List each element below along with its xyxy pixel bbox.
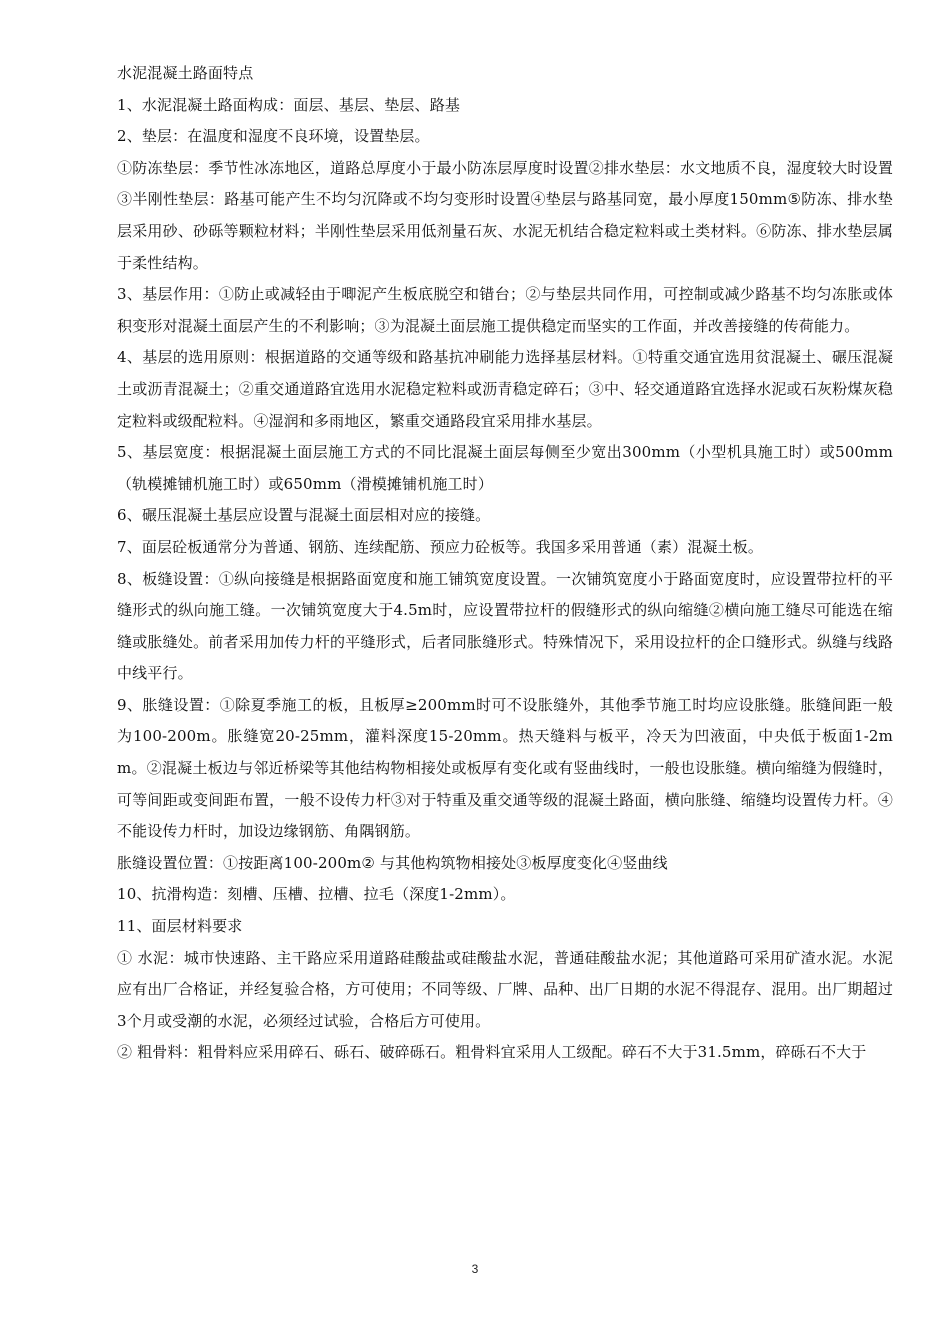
page-number: 3 — [471, 1262, 479, 1276]
document-title: 水泥混凝土路面特点 — [117, 64, 254, 82]
paragraph-surface-materials-heading: 11、面层材料要求 — [117, 917, 243, 936]
paragraph-skid-resistance: 10、抗滑构造：刻槽、压槽、拉槽、拉毛（深度1-2mm）。 — [117, 885, 516, 904]
paragraph-cement: ① 水泥：城市快速路、主干路应采用道路硅酸盐或硅酸盐水泥，普通硅酸盐水泥；其他道路可采用矿渣水泥。水泥应有出厂合格证，并经复验合格，方可使用；不同等级、厂牌、品种、出厂日期的水泥不得混存、混用。出厂期超过3个月或受潮的水泥，必须经过试验，合格后方可使用。 — [117, 948, 893, 1030]
paragraph-coarse-aggregate: ② 粗骨料：粗骨料应采用碎石、砾石、破碎砾石。粗骨料宜采用人工级配。碎石不大于31.5mm，碎砾石不大于 — [117, 1043, 867, 1062]
paragraph-roller-compacted-base: 6、碾压混凝土基层应设置与混凝土面层相对应的接缝。 — [117, 506, 491, 525]
paragraph-expansion-joints: 9、胀缝设置：①除夏季施工的板，且板厚≥200mm时可不设胀缝外，其他季节施工时均应设胀缝。胀缝间距一般为100-200m。胀缝宽20-25mm，灌料深度15-20mm。热天缝料与板平，冷天为凹液面，中央低于板面1-2mm。②混凝土板边与邻近桥梁等其他结构物相接处或板厚有变化或有竖曲线时，一般也设胀缝。横向缩缝为假缝时，可等间距或变间距布置，一般不设传力杆③对于特重及重交通等级的混凝土路面，横向胀缝、缩缝均设置传力杆。④不能设传力杆时，加设边缘钢筋、角隅钢筋。 — [117, 695, 893, 841]
paragraph-cushion-types: ①防冻垫层：季节性冰冻地区，道路总厚度小于最小防冻层厚度时设置②排水垫层：水文地质不良，湿度较大时设置③半刚性垫层：路基可能产生不均匀沉降或不均匀变形时设置④垫层与路基同宽，最小厚度150mm⑤防冻、排水垫层采用砂、砂砾等颗粒材料；半刚性垫层采用低剂量石灰、水泥无机结合稳定粒料或土类材料。⑥防冻、排水垫层属于柔性结构。 — [117, 158, 893, 272]
document-body — [117, 58, 893, 1069]
paragraph-base-width: 5、基层宽度：根据混凝土面层施工方式的不同比混凝土面层每侧至少宽出300mm（小型机具施工时）或500mm（轨模摊铺机施工时）或650mm（滑模摊铺机施工时） — [117, 443, 893, 493]
paragraph-pavement-composition: 1、水泥混凝土路面构成：面层、基层、垫层、路基 — [117, 95, 460, 114]
paragraph-expansion-joint-locations: 胀缝设置位置：①按距离100-200m② 与其他构筑物相接处③板厚度变化④竖曲线 — [117, 853, 668, 872]
paragraph-slab-joints: 8、板缝设置：①纵向接缝是根据路面宽度和施工铺筑宽度设置。一次铺筑宽度小于路面宽度时，应设置带拉杆的平缝形式的纵向施工缝。一次铺筑宽度大于4.5m时，应设置带拉杆的假缝形式的纵向缩缝②横向施工缝尽可能选在缩缝或胀缝处。前者采用加传力杆的平缝形式，后者同胀缝形式。特殊情况下，采用设拉杆的企口缝形式。纵缝与线路中线平行。 — [117, 569, 893, 683]
paragraph-surface-slab-types: 7、面层砼板通常分为普通、钢筋、连续配筋、预应力砼板等。我国多采用普通（素）混凝土板。 — [117, 537, 763, 556]
paragraph-base-selection: 4、基层的选用原则：根据道路的交通等级和路基抗冲刷能力选择基层材料。①特重交通宜选用贫混凝土、碾压混凝土或沥青混凝土；②重交通道路宜选用水泥稳定粒料或沥青稳定碎石；③中、轻交通道路宜选择水泥或石灰粉煤灰稳定粒料或级配粒料。④湿润和多雨地区，繁重交通路段宜采用排水基层。 — [117, 348, 893, 430]
paragraph-base-function: 3、基层作用：①防止或减轻由于唧泥产生板底脱空和错台；②与垫层共同作用，可控制或减少路基不均匀冻胀或体积变形对混凝土面层产生的不利影响；③为混凝土面层施工提供稳定而坚实的工作面，并改善接缝的传荷能力。 — [117, 285, 893, 335]
paragraph-cushion-layer: 2、垫层：在温度和湿度不良环境，设置垫层。 — [117, 127, 430, 146]
